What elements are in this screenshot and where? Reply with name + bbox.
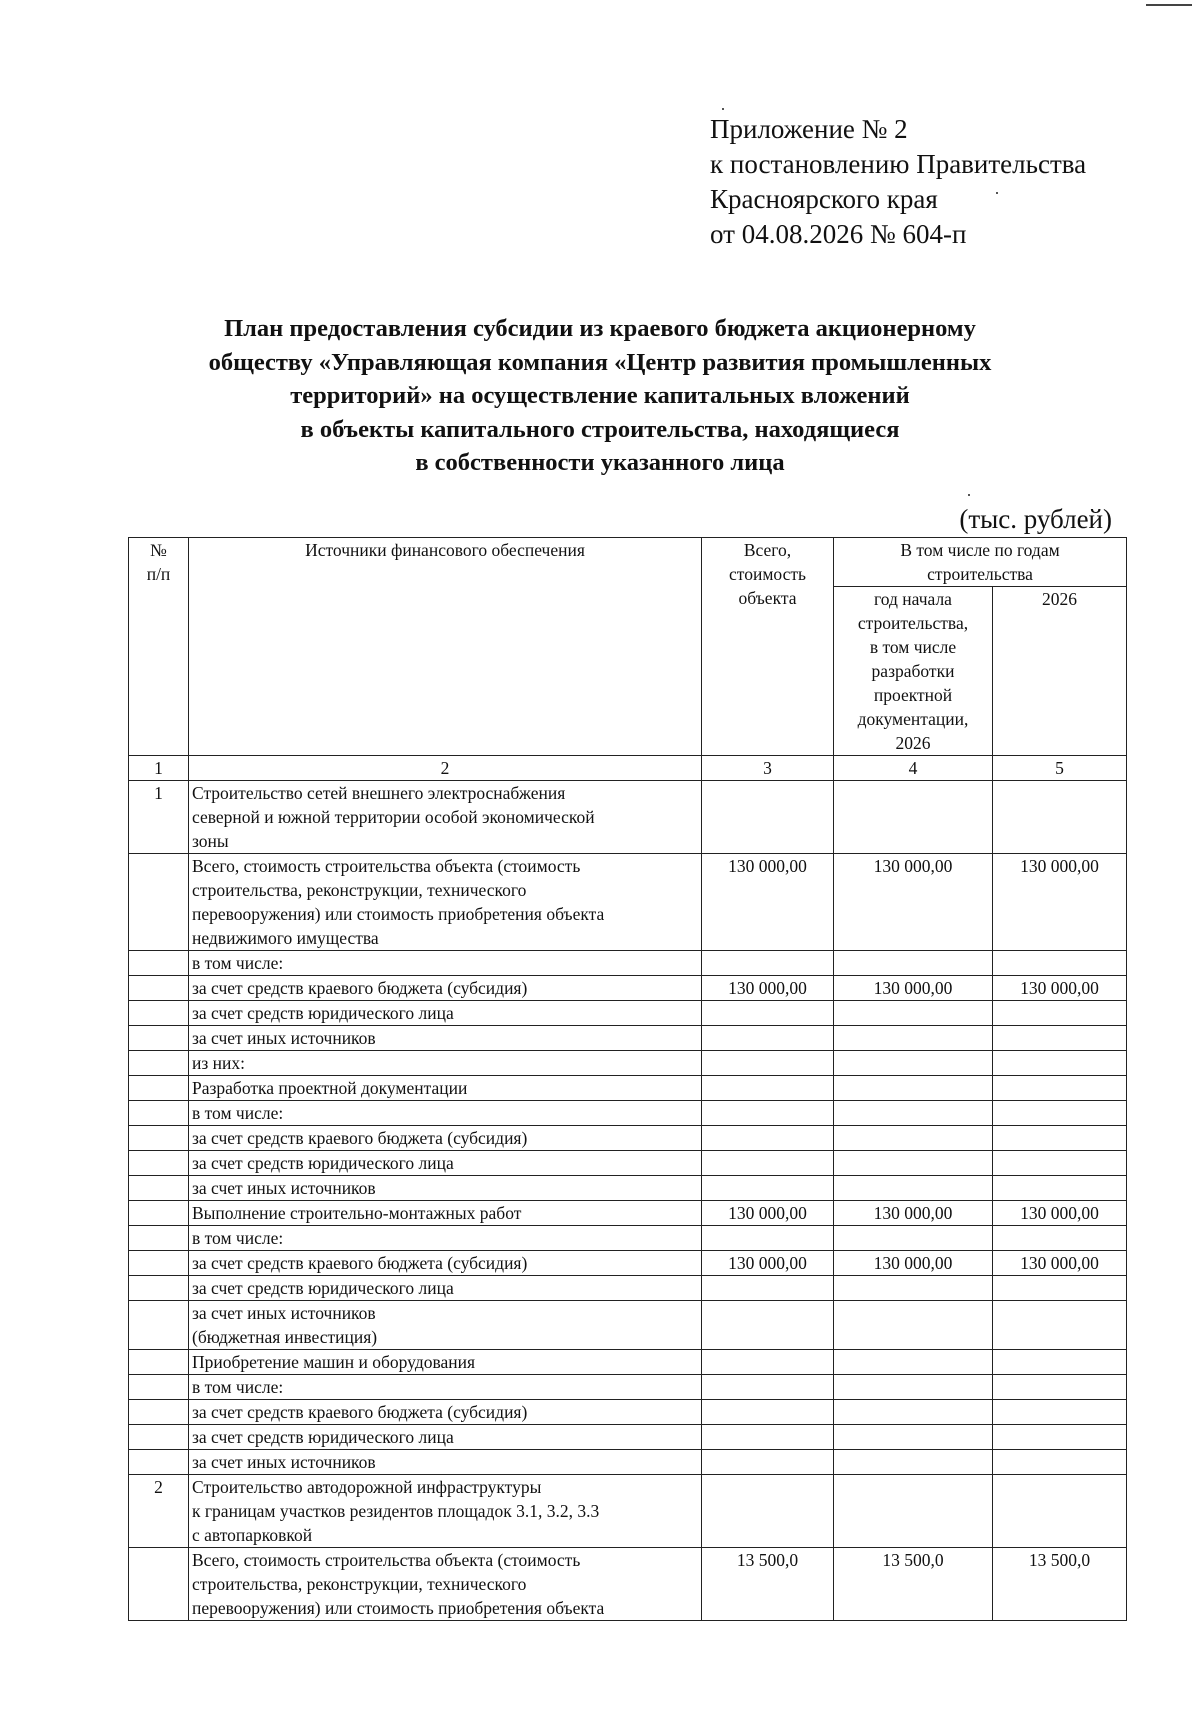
row-total-value — [702, 1400, 834, 1425]
header-total: Всего, стоимость объекта — [702, 538, 834, 756]
row-number: 1 — [129, 781, 189, 854]
row-source-label: за счет средств краевого бюджета (субсидия) — [189, 976, 702, 1001]
table-row — [129, 1475, 1127, 1548]
row-number — [129, 1126, 189, 1151]
row-start-year-value — [834, 1350, 993, 1375]
table-row — [129, 1176, 1127, 1201]
appendix-resolution: к постановлению Правительства — [710, 149, 1087, 179]
row-source-label: Строительство автодорожной инфраструктуры к границам участков резидентов площадок 3.1, 3.2, 3.3 с автопарковкой — [189, 1475, 702, 1548]
column-number: 3 — [702, 756, 834, 781]
header-no: № п/п — [129, 538, 189, 756]
table-header-row — [129, 538, 1127, 587]
row-total-value — [702, 1026, 834, 1051]
row-year-value — [993, 1375, 1127, 1400]
row-number — [129, 1226, 189, 1251]
row-source-label: Выполнение строительно-монтажных работ — [189, 1201, 702, 1226]
row-year-value — [993, 1226, 1127, 1251]
row-source-label: за счет средств краевого бюджета (субсидия) — [189, 1126, 702, 1151]
title-line: План предоставления субсидии из краевого бюджета акционерному — [224, 315, 976, 342]
row-number — [129, 1251, 189, 1276]
row-total-value — [702, 1425, 834, 1450]
row-start-year-value — [834, 1425, 993, 1450]
table-row — [129, 1126, 1127, 1151]
row-source-label: за счет средств юридического лица — [189, 1276, 702, 1301]
column-number: 5 — [993, 756, 1127, 781]
units-label: (тыс. рублей) — [959, 504, 1112, 534]
row-total-value — [702, 1176, 834, 1201]
column-number: 4 — [834, 756, 993, 781]
row-start-year-value — [834, 1226, 993, 1251]
title-line: в объекты капитального строительства, находящиеся — [300, 415, 900, 443]
row-start-year-value: 130 000,00 — [834, 854, 993, 951]
row-source-label: за счет средств юридического лица — [189, 1001, 702, 1026]
row-year-value: 130 000,00 — [993, 854, 1127, 951]
row-start-year-value: 130 000,00 — [834, 976, 993, 1001]
row-year-value — [993, 781, 1127, 854]
row-source-label: за счет иных источников — [189, 1176, 702, 1201]
row-total-value — [702, 1051, 834, 1076]
table-row — [129, 1400, 1127, 1425]
row-number — [129, 951, 189, 976]
appendix-date-number: от 04.08.2026 № 604-п — [710, 219, 967, 249]
row-total-value — [702, 1126, 834, 1151]
row-number — [129, 1450, 189, 1475]
row-total-value — [702, 1276, 834, 1301]
row-number — [129, 1076, 189, 1101]
row-source-label: Всего, стоимость строительства объекта (стоимость строительства, реконструкции, технического перевооружения) или стоимость приобретения объекта — [189, 1548, 702, 1621]
row-number — [129, 1548, 189, 1621]
row-number — [129, 1051, 189, 1076]
table-row — [129, 976, 1127, 1001]
row-total-value: 130 000,00 — [702, 854, 834, 951]
row-total-value — [702, 1076, 834, 1101]
row-source-label: за счет средств краевого бюджета (субсидия) — [189, 1251, 702, 1276]
appendix-reference — [710, 112, 1086, 252]
table-row — [129, 1251, 1127, 1276]
row-source-label: за счет средств юридического лица — [189, 1425, 702, 1450]
row-total-value — [702, 1375, 834, 1400]
row-total-value — [702, 1475, 834, 1548]
table-row — [129, 1301, 1127, 1350]
row-year-value — [993, 1475, 1127, 1548]
row-start-year-value — [834, 1101, 993, 1126]
title-line: территорий» на осуществление капитальных вложений — [290, 382, 910, 409]
row-total-value — [702, 1301, 834, 1350]
scan-edge-mark — [1146, 4, 1192, 6]
row-source-label: в том числе: — [189, 951, 702, 976]
column-numbers-row — [129, 756, 1127, 781]
row-number — [129, 1001, 189, 1026]
row-year-value — [993, 1425, 1127, 1450]
row-source-label: Строительство сетей внешнего электроснабжения северной и южной территории особой экономической зоны — [189, 781, 702, 854]
title-line: в собственности указанного лица — [415, 449, 785, 476]
row-start-year-value — [834, 1026, 993, 1051]
row-start-year-value — [834, 1126, 993, 1151]
row-year-value — [993, 1151, 1127, 1176]
row-number — [129, 1201, 189, 1226]
row-year-value — [993, 1026, 1127, 1051]
row-number: 2 — [129, 1475, 189, 1548]
table-row — [129, 1201, 1127, 1226]
column-number: 2 — [189, 756, 702, 781]
row-start-year-value — [834, 1475, 993, 1548]
row-total-value — [702, 781, 834, 854]
table-row — [129, 1226, 1127, 1251]
row-source-label: за счет средств краевого бюджета (субсидия) — [189, 1400, 702, 1425]
row-total-value — [702, 1001, 834, 1026]
row-number — [129, 1350, 189, 1375]
row-start-year-value — [834, 1176, 993, 1201]
row-source-label: за счет иных источников — [189, 1026, 702, 1051]
row-year-value — [993, 1301, 1127, 1350]
row-number — [129, 854, 189, 951]
row-start-year-value — [834, 1001, 993, 1026]
row-start-year-value — [834, 1151, 993, 1176]
row-source-label: Всего, стоимость строительства объекта (стоимость строительства, реконструкции, технического перевооружения) или стоимость приобретения объекта недвижимого имущества — [189, 854, 702, 951]
row-number — [129, 1151, 189, 1176]
table-row — [129, 1151, 1127, 1176]
row-source-label: за счет иных источников — [189, 1450, 702, 1475]
table-row — [129, 1051, 1127, 1076]
scan-speck — [968, 494, 970, 496]
row-start-year-value — [834, 1301, 993, 1350]
row-start-year-value: 13 500,0 — [834, 1548, 993, 1621]
financing-plan-table — [128, 537, 1127, 1621]
row-source-label: Разработка проектной документации — [189, 1076, 702, 1101]
row-start-year-value: 130 000,00 — [834, 1251, 993, 1276]
row-start-year-value — [834, 781, 993, 854]
table-row — [129, 1425, 1127, 1450]
row-start-year-value — [834, 1051, 993, 1076]
row-year-value: 130 000,00 — [993, 1201, 1127, 1226]
header-year: 2026 — [993, 587, 1127, 756]
table-row — [129, 854, 1127, 951]
table-row — [129, 1076, 1127, 1101]
row-total-value: 130 000,00 — [702, 976, 834, 1001]
table-row — [129, 1350, 1127, 1375]
scan-speck — [722, 108, 724, 110]
row-number — [129, 1425, 189, 1450]
appendix-region: Красноярского края — [710, 184, 938, 214]
row-total-value — [702, 1226, 834, 1251]
table-row — [129, 1001, 1127, 1026]
row-total-value — [702, 1350, 834, 1375]
row-number — [129, 1176, 189, 1201]
column-number: 1 — [129, 756, 189, 781]
row-year-value — [993, 1101, 1127, 1126]
appendix-number: Приложение № 2 — [710, 114, 908, 144]
header-by-years: В том числе по годам строительства — [834, 538, 1127, 587]
row-start-year-value — [834, 1400, 993, 1425]
row-year-value — [993, 1350, 1127, 1375]
row-source-label: за счет средств юридического лица — [189, 1151, 702, 1176]
table-row — [129, 1276, 1127, 1301]
row-year-value — [993, 1051, 1127, 1076]
row-source-label: в том числе: — [189, 1226, 702, 1251]
row-year-value — [993, 1076, 1127, 1101]
table-row — [129, 1375, 1127, 1400]
row-total-value — [702, 1101, 834, 1126]
title-line: обществу «Управляющая компания «Центр развития промышленных — [208, 348, 992, 376]
row-year-value — [993, 1176, 1127, 1201]
row-year-value — [993, 1400, 1127, 1425]
row-source-label: Приобретение машин и оборудования — [189, 1350, 702, 1375]
row-year-value: 130 000,00 — [993, 1251, 1127, 1276]
row-source-label: в том числе: — [189, 1375, 702, 1400]
row-total-value — [702, 1450, 834, 1475]
row-number — [129, 1276, 189, 1301]
row-start-year-value — [834, 1276, 993, 1301]
table-row — [129, 1548, 1127, 1621]
row-source-label: из них: — [189, 1051, 702, 1076]
row-total-value: 13 500,0 — [702, 1548, 834, 1621]
row-number — [129, 1101, 189, 1126]
row-total-value: 130 000,00 — [702, 1201, 834, 1226]
row-number — [129, 1026, 189, 1051]
row-year-value — [993, 1001, 1127, 1026]
row-start-year-value: 130 000,00 — [834, 1201, 993, 1226]
table-row — [129, 1026, 1127, 1051]
row-start-year-value — [834, 1375, 993, 1400]
row-year-value — [993, 1276, 1127, 1301]
row-number — [129, 1400, 189, 1425]
row-start-year-value — [834, 951, 993, 976]
row-source-label: в том числе: — [189, 1101, 702, 1126]
table-row — [129, 1101, 1127, 1126]
header-start-year: год начала строительства, в том числе разработки проектной документации, 2026 — [834, 587, 993, 756]
row-start-year-value — [834, 1076, 993, 1101]
row-year-value — [993, 1126, 1127, 1151]
row-source-label: за счет иных источников (бюджетная инвестиция) — [189, 1301, 702, 1350]
document-title — [90, 312, 1110, 480]
row-year-value: 13 500,0 — [993, 1548, 1127, 1621]
header-sources: Источники финансового обеспечения — [189, 538, 702, 756]
row-total-value — [702, 951, 834, 976]
table-row — [129, 1450, 1127, 1475]
row-total-value: 130 000,00 — [702, 1251, 834, 1276]
row-number — [129, 1375, 189, 1400]
row-year-value: 130 000,00 — [993, 976, 1127, 1001]
row-year-value — [993, 951, 1127, 976]
row-year-value — [993, 1450, 1127, 1475]
row-number — [129, 976, 189, 1001]
table-row — [129, 781, 1127, 854]
row-start-year-value — [834, 1450, 993, 1475]
row-number — [129, 1301, 189, 1350]
row-total-value — [702, 1151, 834, 1176]
table-row — [129, 951, 1127, 976]
